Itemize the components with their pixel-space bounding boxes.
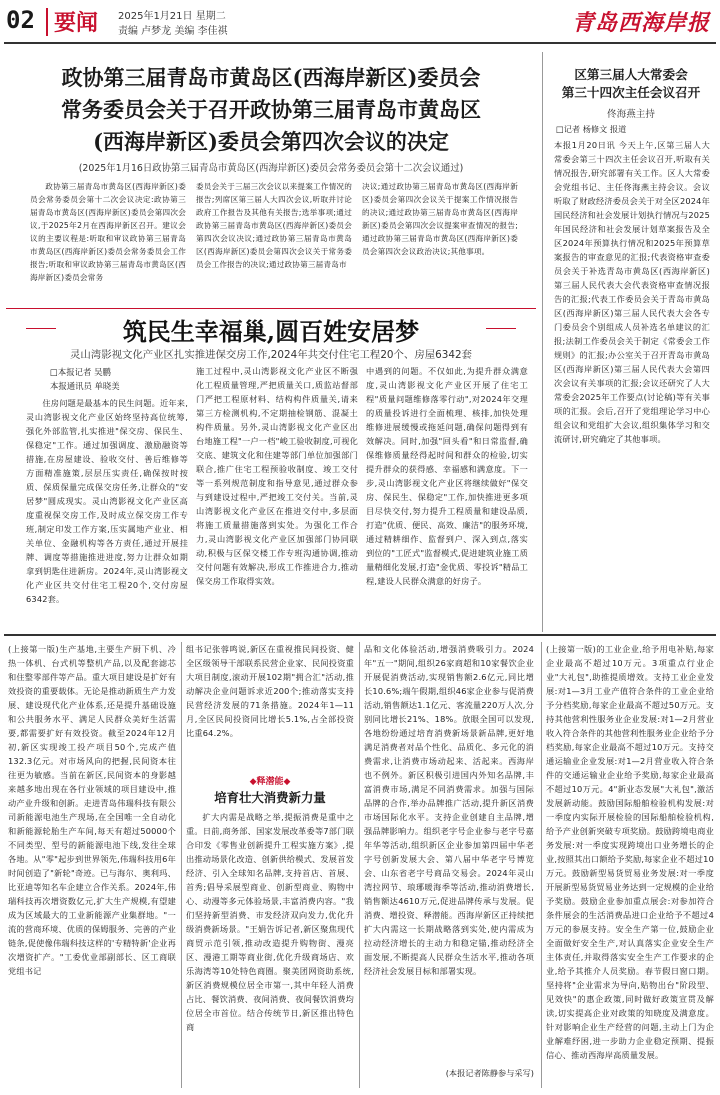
masthead-logo: 青岛西海岸报 bbox=[571, 10, 710, 36]
lead-col-1: 政协第三届青岛市黄岛区(西海岸新区)委员会常务委员会第十二次会议决定:政协第三届青岛市黄岛区(西海岸新区)委员会第四次会议,于2025年2月在西海岸新区召开。建议会议的主要议程是:听取和审议政协第三届青岛市黄岛区(西海岸新区)委员会常务委员会工作报告;听取和审议政协第三届青岛市黄岛区(西海岸新区)委员会常务 bbox=[30, 182, 186, 282]
feature-byline-1: □本报记者 吴鹏 bbox=[50, 367, 111, 377]
editor-line: 责编 卢梦龙 美编 李佳祺 bbox=[118, 26, 228, 37]
side-title-line2: 第三十四次主任会议召开 bbox=[561, 85, 701, 100]
side-subtitle: 佟海燕主持 bbox=[607, 109, 655, 120]
bottom-col-2a: 组书记张蓉鸣说,新区在重视推民间投资、健全区级领导干部联系民营企业家、民间投资重大项目制度,滚动开展102期"拥合汇"活动,推动解决企业问题诉求近200个;推动落实支持民营经济发展的71条措施。2024年1—11月,全区民间投资同比增长5.1%,占全部投资比重64.2%。 bbox=[186, 644, 354, 738]
lead-col-3: 决议;通过政协第三届青岛市黄岛区(西海岸新区)委员会第四次会议关于提案工作情况报告的决议;通过政协第三届青岛市黄岛区(西海岸新区)委员会第四次会议提案审查情况的报告;通过政协第三届青岛市黄岛区(西海岸新区)委员会第四次会议政治决议;其他事项。 bbox=[362, 182, 518, 256]
bottom-col-1: (上接第一版)生产基地,主要生产厨下机、冷热一体机、台式机等整机产品,以及配套滤芯和住整零部件等产品。重大项目建设是扩好有效投资的重要载体。无论是推动新质生产力发展、建设现代化产业体系,还是提升基础设施和公共服务水平、满足人民群众美好生活需要,都需要扩好有效投资。截至2024年12月初,新区实现竣工投产项目50个,完成产值132.3亿元。对市场风向的把握,民间资本往往更为敏感。当前在新区,民间资本的身影越来越多地出现在各行业领域的项目建设中,推动产业升级和创新。走进青岛伟瑞科技有限公司新能源电池生产现场,在全国唯一全自动化和新能源轮胎生产车间,每天有超过50000个不同类型、型号的新能源电池下线,发往全球各地。从"零"起步到世界领先,伟瑞科技用6年时间创造了"新轮"奇迹。已与海尔、奥利玛、比亚迪等知名车企建立合作关系。2024年,伟瑞科技再次增资数亿元,扩大生产规模,有望建成为区域最大的工业新能源产业集群地。"一流的营商环境、优质的保姆服务、完善的产业链条,促使像伟瑞科技这样的'专精特新'企业再次增资扩产。"工委优业部副部长、区工商联党组书记 bbox=[8, 644, 176, 976]
section-divider bbox=[4, 634, 716, 636]
bottom-col-3-credit: (本报记者陈静参与采写) bbox=[445, 1068, 534, 1078]
bottom-col-2b: 扩大内需是战略之举,提振消费是重中之重。日前,商务部、国家发展改革委等7部门联合印发《零售业创新提升工程实施方案》,提出推动场景化改造、创新供给模式、发展首发经济、引入全球知名品牌,支持首店、首展、首秀;倡导采展型商业、创新型商业、购物中心、动漫等多元体验场景,丰富消费内容。"我们坚持新型消费、市发经济双向发力,优化升级消费新场景。"王娟告诉记者,新区聚焦现代商贸示范引领,推动改造提升购物街、漫亮区、漫港工期等商业街,优化升级商场店、欢乐海湾等10处特色商圈。聚美团网资助系统,新区消费规模位居全市第一,其中年轻人消费占比、餐饮消费、夜间消费、夜间餐饮消费均位居全市首位。结合传统节日,新区推出特色商 bbox=[186, 812, 354, 1032]
feature-article bbox=[6, 306, 536, 632]
bottom-col-4: (上接第一版)的工业企业,给予用电补贴,每家企业最高不超过10万元。3项重点行业企业"大礼包",助推提质增效。支持工业企业发展:对1—3月工业产值符合条件的工业企业给予分档奖励,每家企业最高不超过50万元。支持其他营利性服务业企业发展:对1—2月营业收入符合条件的其他营利性服务业企业给予分档奖励,每家企业最高不超过10万元。支持交通运输业企业发展:对1—2月营业收入符合条件的交通运输业企业给予奖励,每家企业最高不超过10万元。4"新业态发展"大礼包",激活发展新动能。鼓励国际船舶检验机构发展:对一季度内实际开展检验的国际船舶检验机构,给予产业创新突破专项奖励。鼓励跨境电商业务发展:对一季度实现跨境出口业务增长的企业,按照其出口额给予奖励,每家企业不超过10万元。鼓励新型易货贸易业务发展:对一季度开展新型易货贸易业务达到一定规模的企业给予奖励。鼓励企业参加重点展会:对参加符合条件展会的生活消费品进口企业给予不超过4万元的参展支持。安全生产第一位,鼓励企业全面做好安全生产,对认真落实企业安全生产主体责任,并取得落实安全生产工作要求的企业,给予其推介人员奖励。春节假日窗口期。坚持将"企业需求为导向,贴物出台"阶段型、见效快"的惠企政策,同时做好政策宣贯及解读,切实提高企业对政策的知晓度及满意度。针对影响企业生产经营的问题,主动上门为企业解难纾困,进一步助力企业稳定预期、提振信心、推动西海岸高质量发展。 bbox=[546, 644, 714, 1060]
page-number: 02 bbox=[6, 6, 35, 34]
side-title-line1: 区第三届人大常委会 bbox=[574, 67, 688, 82]
page-header bbox=[0, 0, 720, 44]
lead-subtitle: (2025年1月16日政协第三届青岛市黄岛区(西海岸新区)委员会常务委员会第十二次会议通过) bbox=[78, 163, 464, 174]
feature-byline-2: 本报通讯员 单晓美 bbox=[50, 381, 120, 391]
section-name: 要闻 bbox=[54, 11, 99, 36]
bottom-col-3-body: 品和文化体验活动,增强消费吸引力。2024年"五一"期间,组织26家商超和10家餐饮企业开展促消费活动,实现销售额2.6亿元,同比增长10.6%;端午假期,组织46家企业参与促消费活动,销售额达1.1亿元、客流量220万人次,分别同比增长21%、18%。放眼全国可以发现,各地纷纷通过培育消费新场景新品牌,更好地满足消费者对品个性化、品质化、多元化的消费需求,让消费市场动起来、活起来。西海岸也不例外。新区积极引进国内外知名品牌,丰富消费市场,满足不同消费需求。加强与国际品牌的合作,举办品牌推广活动,提升新区消费市场国际化水平。支持企业创建自主品牌,增强品牌影响力。组织老字号企业参与老字号嘉年华等活动,组织新区企业参加第四届中华老字号创新发展大会、第八届中华老字号博览会、山东省老字号商品交易会。2024年灵山湾拉网节、琅琊暖海季等活动,推动消费增长,销售额达4610万元,促进品牌传承与发展。促消费、增投资、释潜能。西海岸新区正持续把扩大内需这一长期战略落到实处,使内需成为拉动经济增长的主动力和稳定锚,推动经济全面发展,不断提高人民群众生活水平,推动各项经济社会发展目标和部署实现。 bbox=[364, 644, 534, 976]
side-article bbox=[548, 52, 714, 632]
side-byline: □记者 杨修文 报道 bbox=[556, 124, 627, 134]
subheading-tag: ◆释潜能◆ bbox=[249, 777, 291, 787]
issue-date: 2025年1月21日 星期二 bbox=[118, 11, 226, 22]
feature-col-1: 住房问题是最基本的民生问题。近年来,灵山湾影视文化产业区始终坚持高位统筹,强化外部监管,扎实推进"保交房、保民生、保稳定"工作。通过加强调度、激励融资等措施,在房屋建设、验收交付、善后维修等方面精准施策,层层压实责任,确保按时按质、保质保量完成保交房任务,让群众的"安居梦"圆成现实。灵山湾影视文化产业区高度重视保交房工作,及时成立保交房工作专班,制定印发工作方案,压实属地产业业、相关单位、金融机构等各方责任,通过开展挂牌、调度等措施推进进度,努力让群众如期拿到钥匙住进新房。2024年,灵山湾影视文化产业区共交付住宅工程20个,交付房屋6342套。 bbox=[26, 398, 188, 604]
feature-title: 筑民生幸福巢,圆百姓安居梦 bbox=[122, 317, 420, 346]
feature-col-3: 中遇到的问题。不仅如此,为提升群众满意度,灵山湾影视文化产业区开展了住宅工程"质量问题维修落零行动",对2024年交理的质量投诉进行全面梳理、核排,加快处理维修进展缓慢或拖延问题,确保问题得到有效解决。同时,加强"回头看"和日常监督,确保维修质量经得起时间和群众的检验,切实提升群众的获得感、幸福感和满意度。下一步,灵山湾影视文化产业区将继续做好"保交房、保民生、保稳定"工作,加快推进更多项目尽快交付,努力提升工程质量和建设品质,打造"优质、便民、高效、廉洁"的服务环境,通过精耕细作、监督到户、深入到点,落实到位的"工匠式"监督模式,促进建筑业施工质量精细化发展,打造"金优质、零投诉"精品工程,建设人民群众满意的好房子。 bbox=[366, 366, 528, 586]
feature-col-2: 施工过程中,灵山湾影视文化产业区不断强化工程质量管理,严把质量关口,质监站督部门严把工程原材料、结构构件质量关,请来第三方检测机构,不定期抽检钢筋、混凝土构件质量。另外,灵山湾影视文化产业区出台地施工程"一户一档"峻工验收制度,可视化交底、建筑文化和住建等部门单位加强部门联合,推广住宅工程预验收制度、竣工交付等一系列规范制度和指导意见,通过群众参与到建设过程中,严把竣工交付关。当前,灵山湾影视文化产业区在推进交付中,多层面将施工质量措施落到实处。为强化工作合力,灵山湾影视文化产业区加强部门协同联动,积极与区保交楼工作专班沟通协调,推动交付问题有效解决,形成工作推进合力,推动保交房工作取得实效。 bbox=[196, 366, 358, 586]
lead-title-line1: 政协第三届青岛市黄岛区(西海岸新区)委员会 bbox=[61, 65, 481, 90]
lead-article bbox=[6, 52, 536, 304]
side-body: 本报1月20日讯 今天上午,区第三届人大常委会第三十四次主任会议召开,听取有关情况报告,研究部署有关工作。区人大常委会党组书记、主任佟海燕主持会议。会议听取了财政经济委员会关于对全区2024年国民经济和社会发展计划执行情况与2025年国民经济和社会发展计划草案报告及全区2024年预算执行情况和2025年预算草案报告的审查意见的汇报;代表资格审查委员会关于补选青岛市黄岛区(西海岸新区)第三届人民代表大会代表资格审查情况报告的汇报;代表工作委员会关于青岛市黄岛区(西海岸新区)第三届人民代表大会各专门委员会个别组成人员补选名单建议的汇报;法制工作委员会关于制定《常委会工作规则》的汇报;办公室关于召开青岛市黄岛区(西海岸新区)第三届人民代表大会第四次会议有关事项的汇报;会议还研究了人大常委会2025年工作要点(讨论稿)等有关事项的汇报。会后,召开了党组理论学习中心组会议和党组扩大会议,组织集体学习和交流研讨,研究确定了其他事项。 bbox=[554, 140, 710, 444]
lead-title-line2: 常务委员会关于召开政协第三届青岛市黄岛区 bbox=[61, 97, 481, 122]
subheading: 培育壮大消费新力量 bbox=[214, 790, 326, 805]
bottom-col-3 bbox=[364, 642, 534, 1088]
header-rule bbox=[4, 42, 716, 44]
bottom-col-2 bbox=[186, 642, 354, 1088]
lead-col-2: 委员会关于三届三次会议以来提案工作情况的报告;列席区第三届人大四次会议,听取并讨论政府工作报告及其他有关报告;选举事项;通过政协第三届青岛市黄岛区(西海岸新区)委员会第四次会议决议;通过政协第三届青岛市黄岛区(西海岸新区)委员会第四次会议关于常务委员会工作报告的决议;通过政协第三届青岛市 bbox=[196, 182, 352, 269]
feature-subtitle: 灵山湾影视文化产业区扎实推进保交房工作,2024年共交付住宅工程20个、房屋6342套 bbox=[70, 349, 472, 361]
lead-title-line3: (西海岸新区)委员会第四次会议的决定 bbox=[93, 129, 449, 154]
